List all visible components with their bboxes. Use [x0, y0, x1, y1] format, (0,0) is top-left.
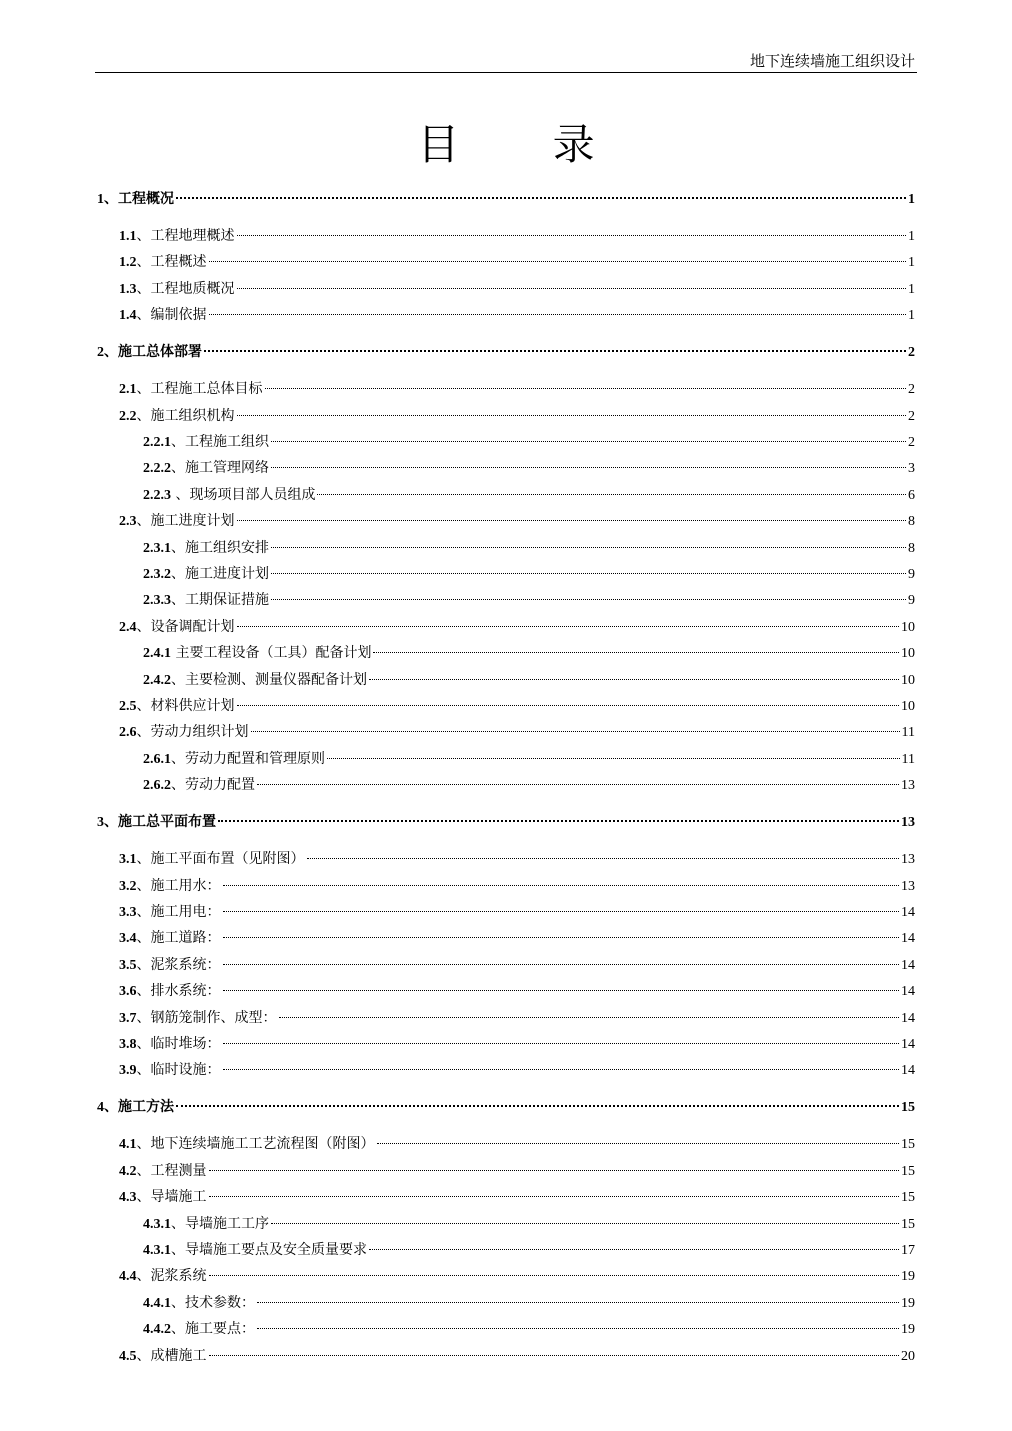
toc-entry-title: 施工道路： [150, 930, 221, 947]
toc-page-number: 6 [908, 487, 915, 503]
toc-entry-number: 4.3 [119, 1190, 137, 1206]
toc-page-number: 20 [901, 1348, 915, 1364]
toc-dot-leader [271, 573, 906, 574]
toc-entry-separator: 、 [136, 513, 151, 530]
toc-entry-number: 2.4.1 [143, 646, 171, 662]
toc-page-number: 1 [908, 229, 915, 244]
toc-entry-number: 4.5 [119, 1348, 137, 1364]
toc-entry-separator: 、 [136, 724, 151, 741]
toc-entry-title: 施工用电： [150, 904, 221, 920]
toc-dot-leader [271, 1223, 899, 1224]
toc-entry-title: 工程测量 [150, 1162, 207, 1179]
toc-entry-title: 施工总体部署 [118, 344, 202, 361]
toc-entry[interactable] [97, 978, 915, 1004]
toc-entry-separator: 、 [136, 1036, 151, 1052]
toc-page-number: 1 [908, 281, 915, 297]
toc-entry-separator: 、 [171, 592, 185, 609]
toc-entry-title: 钢筋笼制作、成型： [150, 1009, 277, 1026]
toc-entry[interactable] [97, 846, 915, 872]
toc-page-number: 14 [901, 984, 915, 1000]
toc-entry-number: 2.1 [119, 382, 137, 398]
toc-entry-title: 成槽施工 [150, 1347, 207, 1364]
toc-entry-separator: 、 [136, 1162, 151, 1179]
toc-page-number: 19 [901, 1322, 915, 1338]
toc-page-number: 15 [901, 1137, 915, 1153]
toc-page-number: 10 [901, 699, 915, 714]
toc-entry-number: 2.4.2 [143, 672, 171, 688]
toc-entry-number: 2.6.2 [143, 778, 171, 794]
toc-entry-title: 劳动力配置和管理原则 [185, 750, 325, 767]
toc-entry[interactable] [97, 1316, 915, 1342]
toc-page-number: 10 [901, 646, 915, 662]
toc-entry-separator: 、 [171, 1215, 185, 1232]
toc-page-number: 1 [908, 308, 915, 324]
toc-entry-title: 工程施工组织 [185, 434, 269, 450]
toc-dot-leader [209, 1355, 900, 1356]
toc-entry-number: 2.3.2 [143, 567, 171, 582]
toc-dot-leader [223, 990, 900, 991]
toc-entry[interactable] [97, 223, 915, 249]
toc-entry-title: 施工组织机构 [150, 407, 235, 424]
toc-entry[interactable] [97, 535, 915, 561]
toc-entry-title: 临时设施： [150, 1062, 221, 1079]
toc-entry-separator: 、 [136, 956, 151, 973]
toc-entry-number: 3.2 [119, 878, 137, 894]
toc-entry[interactable] [97, 614, 915, 640]
toc-entry-separator: 、 [171, 750, 185, 767]
toc-dot-leader [237, 415, 907, 416]
toc-entry-title: 地下连续墙施工工艺流程图（附图） [150, 1136, 375, 1153]
toc-entry[interactable] [97, 1131, 915, 1157]
toc-dot-leader [369, 679, 899, 680]
toc-entry-separator: 、 [136, 618, 151, 635]
toc-page-number: 2 [908, 382, 915, 398]
toc-dot-leader [209, 1275, 900, 1276]
toc-page-number: 14 [901, 1010, 915, 1026]
toc-entry-title: 临时堆场： [150, 1036, 221, 1052]
toc-entry-separator: 、 [171, 1242, 185, 1258]
toc-dot-leader [271, 467, 906, 468]
toc-entry-separator: 、 [136, 983, 151, 1000]
toc-entry-separator: 、 [171, 1321, 185, 1338]
toc-page-number: 15 [901, 1190, 915, 1206]
toc-entry-number: 2.6 [119, 725, 137, 741]
toc-entry-separator: 、 [136, 1136, 151, 1153]
toc-dot-leader [209, 1196, 900, 1197]
toc-dot-leader [237, 235, 907, 236]
toc-entry-number: 2 [97, 345, 104, 361]
toc-dot-leader [176, 197, 906, 199]
toc-entry[interactable] [97, 482, 915, 508]
toc-page-number: 11 [901, 725, 915, 741]
toc-entry-separator: 、 [136, 877, 151, 894]
toc-entry-title: 施工进度计划 [185, 566, 269, 582]
toc-page-number: 9 [908, 567, 915, 582]
toc-dot-leader [271, 599, 906, 600]
toc-page-number: 8 [908, 514, 915, 530]
toc-dot-leader [373, 652, 899, 653]
toc-dot-leader [279, 1017, 900, 1018]
toc-entry-separator: 、 [136, 1062, 151, 1079]
toc-page-number: 14 [901, 1063, 915, 1079]
toc-entry[interactable] [97, 1263, 915, 1289]
toc-entry-title: 导墙施工要点及安全质量要求 [185, 1242, 367, 1258]
toc-entry-title: 劳动力组织计划 [150, 724, 249, 741]
toc-entry-separator: 、 [136, 930, 151, 947]
toc-page-number: 2 [908, 408, 915, 424]
toc-entry[interactable] [97, 1343, 915, 1369]
toc-entry-number: 4.1 [119, 1137, 137, 1153]
toc-entry-title: 排水系统： [150, 983, 221, 1000]
toc-entry-title: 施工总平面布置 [118, 814, 216, 831]
toc-entry-number: 4.3.1 [143, 1243, 171, 1258]
toc-entry-separator: 、 [104, 1099, 118, 1116]
toc-dot-leader [327, 758, 900, 759]
toc-entry[interactable] [97, 925, 915, 951]
toc-entry[interactable] [97, 1057, 915, 1083]
toc-entry-separator: 、 [136, 1347, 151, 1364]
toc-entry-title: 工程概述 [150, 254, 207, 271]
toc-entry-number: 3 [97, 815, 104, 831]
toc-entry[interactable] [97, 1290, 915, 1316]
toc-entry-title: 现场项目部人员组成 [189, 486, 316, 503]
toc-entry-title: 导墙施工 [150, 1189, 207, 1206]
toc-entry-number: 3.6 [119, 984, 137, 1000]
toc-entry-separator: 、 [136, 1268, 151, 1285]
toc-page-number: 13 [901, 878, 915, 894]
toc-entry-separator: 、 [136, 280, 151, 297]
toc-entry[interactable] [97, 1094, 915, 1120]
toc-entry-number: 1 [97, 192, 104, 207]
toc-page-number: 14 [901, 1037, 915, 1052]
toc-dot-leader [237, 520, 907, 521]
toc-dot-leader [317, 494, 906, 495]
toc-entry-number: 4.4.1 [143, 1295, 171, 1311]
toc-entry-title: 工程概况 [118, 191, 174, 207]
toc-entry-number: 3.3 [119, 905, 137, 920]
page-header [95, 48, 917, 73]
toc-page-number: 15 [901, 1100, 915, 1116]
toc-entry-separator: 、 [136, 1009, 151, 1026]
toc-entry-title: 劳动力配置 [185, 777, 255, 794]
toc-entry[interactable] [97, 873, 915, 899]
toc-entry-separator: 、 [136, 228, 151, 244]
toc-dot-leader [209, 1170, 900, 1171]
toc-dot-leader [307, 858, 900, 859]
toc-dot-leader [223, 911, 900, 912]
toc-entry-separator: 、 [171, 671, 185, 688]
toc-page-number: 10 [901, 672, 915, 688]
toc-entry-number: 1.3 [119, 281, 137, 297]
toc-page-number: 11 [901, 751, 915, 767]
toc-dot-leader [251, 731, 900, 732]
toc-page-number: 13 [901, 815, 915, 831]
toc-entry-title: 泥浆系统 [150, 1268, 207, 1285]
toc-dot-leader [218, 820, 899, 822]
toc-dot-leader [377, 1143, 900, 1144]
toc-entry-title: 工程地质概况 [150, 280, 235, 297]
toc-entry-separator: 、 [136, 851, 151, 868]
toc-entry-title: 泥浆系统： [150, 956, 221, 973]
toc-entry[interactable] [97, 561, 915, 587]
toc-dot-leader [257, 784, 899, 785]
toc-entry-title: 材料供应计划 [150, 698, 235, 714]
toc-entry[interactable] [97, 429, 915, 455]
toc-entry[interactable] [97, 772, 915, 798]
toc-entry-separator: 、 [171, 777, 185, 794]
toc-page-number: 2 [908, 345, 915, 361]
toc-entry-separator: 、 [171, 460, 185, 477]
toc-page-number: 13 [901, 852, 915, 868]
toc-page-number: 19 [901, 1269, 915, 1285]
toc-page-number: 13 [901, 778, 915, 794]
toc-entry-number: 2.3.1 [143, 540, 171, 556]
toc-entry-separator: 、 [136, 904, 151, 920]
toc-entry[interactable] [97, 455, 915, 481]
toc-entry[interactable] [97, 376, 915, 402]
toc-entry[interactable] [97, 508, 915, 534]
toc-dot-leader [271, 441, 906, 442]
toc-dot-leader [265, 388, 907, 389]
toc-entry[interactable] [97, 276, 915, 302]
toc-dot-leader [223, 964, 900, 965]
toc-entry-title: 施工平面布置（见附图） [150, 851, 305, 868]
page-title: 目 录 [417, 120, 635, 169]
toc-entry-number: 3.4 [119, 931, 137, 947]
toc-entry-separator: 、 [104, 344, 118, 361]
toc-entry-number: 1.4 [119, 308, 137, 324]
toc-entry[interactable] [97, 667, 915, 693]
toc-page-number: 14 [901, 905, 915, 920]
toc-entry[interactable] [97, 186, 915, 212]
toc-entry[interactable] [97, 587, 915, 613]
toc-entry-number: 4.3.1 [143, 1216, 171, 1232]
toc-entry[interactable] [97, 302, 915, 328]
toc-entry-title: 导墙施工工序 [185, 1215, 269, 1232]
toc-page-number: 15 [901, 1163, 915, 1179]
header-title: 地下连续墙施工组织设计 [749, 52, 915, 70]
toc-entry-separator: 、 [136, 407, 151, 424]
toc-dot-leader [223, 1069, 900, 1070]
toc-entry-title: 施工组织安排 [185, 539, 269, 556]
toc-entry-number: 4.2 [119, 1163, 137, 1179]
toc-entry-number: 1.2 [119, 255, 137, 271]
toc-entry-separator: 、 [136, 307, 151, 324]
toc-page-number: 1 [908, 192, 915, 207]
toc-entry[interactable] [97, 1184, 915, 1210]
toc-page-number: 14 [901, 957, 915, 973]
toc-entry-number: 3.1 [119, 852, 137, 868]
toc-entry[interactable] [97, 339, 915, 365]
toc-entry-title: 主要工程设备（工具）配备计划 [175, 645, 372, 662]
toc-entry-title: 技术参数： [185, 1294, 255, 1311]
toc-dot-leader [176, 1105, 899, 1107]
toc-entry-number: 2.3.3 [143, 593, 171, 609]
toc-entry-number: 4.4.2 [143, 1322, 171, 1338]
toc-entry-separator: 、 [136, 698, 151, 714]
toc-dot-leader [223, 885, 900, 886]
toc-entry[interactable] [97, 1237, 915, 1263]
toc-entry-number: 2.2.3 [143, 487, 171, 503]
toc-page-number: 1 [908, 255, 915, 271]
toc-entry[interactable] [97, 1005, 915, 1031]
toc-entry[interactable] [97, 952, 915, 978]
toc-entry[interactable] [97, 640, 915, 666]
toc-entry-title: 主要检测、测量仪器配备计划 [185, 671, 367, 688]
toc-entry-title: 施工进度计划 [150, 513, 235, 530]
toc-page-number: 10 [901, 619, 915, 635]
toc-dot-leader [369, 1249, 899, 1250]
toc-entry-separator: 、 [136, 1189, 151, 1206]
toc-entry-number: 3.9 [119, 1063, 137, 1079]
toc-dot-leader [271, 547, 906, 548]
toc-entry-number: 4 [97, 1100, 104, 1116]
toc-entry-title: 施工管理网络 [185, 460, 269, 477]
toc-entry-number: 2.2 [119, 408, 137, 424]
toc-entry-title: 编制依据 [150, 307, 207, 324]
toc-entry[interactable] [97, 1031, 915, 1057]
toc-page-number: 15 [901, 1216, 915, 1232]
toc-entry-separator: 、 [104, 814, 118, 831]
toc-entry-number: 2.3 [119, 514, 137, 530]
toc-entry[interactable] [97, 746, 915, 772]
toc-dot-leader [237, 288, 907, 289]
toc-dot-leader [257, 1328, 899, 1329]
toc-page-number: 19 [901, 1295, 915, 1311]
toc-entry-separator: 、 [136, 254, 151, 271]
toc-page-number: 14 [901, 931, 915, 947]
toc-entry-number: 2.6.1 [143, 751, 171, 767]
toc-entry-separator: 、 [171, 434, 185, 450]
toc-entry-number: 3.5 [119, 957, 137, 973]
toc-entry[interactable] [97, 403, 915, 429]
toc-entry-number: 2.2.2 [143, 461, 171, 477]
toc-dot-leader [204, 350, 906, 352]
toc-entry-number: 4.4 [119, 1269, 137, 1285]
toc-dot-leader [237, 705, 900, 706]
toc-dot-leader [223, 937, 900, 938]
toc-dot-leader [257, 1302, 899, 1303]
toc-page-number: 2 [908, 435, 915, 450]
toc-entry[interactable] [97, 809, 915, 835]
toc-entry-separator: 、 [171, 539, 185, 556]
toc-entry-number: 3.7 [119, 1010, 137, 1026]
toc-page-number: 9 [908, 593, 915, 609]
toc-entry[interactable] [97, 249, 915, 275]
toc-entry-title: 工期保证措施 [185, 592, 269, 609]
toc-entry-number: 2.5 [119, 699, 137, 714]
toc-entry[interactable] [97, 899, 915, 925]
toc-dot-leader [209, 261, 907, 262]
toc-entry[interactable] [97, 1211, 915, 1237]
toc-entry-separator: 、 [136, 381, 151, 398]
toc-page-number: 8 [908, 540, 915, 556]
toc-entry-separator: 、 [171, 486, 190, 503]
toc-entry[interactable] [97, 1158, 915, 1184]
toc-entry-number: 2.4 [119, 619, 137, 635]
toc-page-number: 17 [901, 1243, 915, 1258]
toc-entry-title: 施工用水： [150, 877, 221, 894]
toc-entry-title: 施工方法 [118, 1099, 174, 1116]
toc-entry-separator: 、 [104, 191, 118, 207]
toc-entry-title: 施工要点： [185, 1321, 255, 1338]
toc-entry[interactable] [97, 693, 915, 719]
toc-entry[interactable] [97, 719, 915, 745]
toc-entry-separator: 、 [171, 1294, 185, 1311]
toc-entry-title: 设备调配计划 [150, 618, 235, 635]
toc-entry-number: 2.2.1 [143, 435, 171, 450]
toc-dot-leader [209, 314, 907, 315]
toc-entry-title: 工程施工总体目标 [150, 381, 263, 398]
toc-entry-number: 3.8 [119, 1037, 137, 1052]
toc-entry-title: 工程地理概述 [150, 228, 235, 244]
toc-page-number: 3 [908, 461, 915, 477]
toc-entry-number: 1.1 [119, 229, 137, 244]
toc-dot-leader [223, 1043, 900, 1044]
toc-entry-separator: 、 [171, 566, 185, 582]
toc-dot-leader [237, 626, 900, 627]
